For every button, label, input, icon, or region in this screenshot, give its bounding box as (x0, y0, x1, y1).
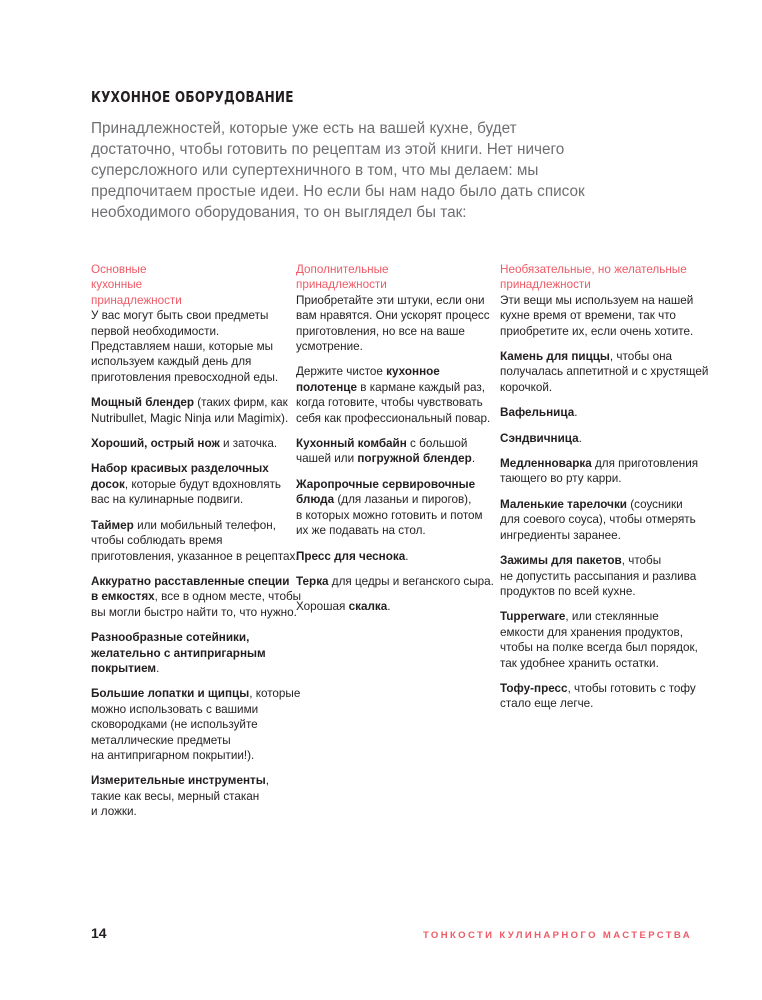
item-text: . (574, 406, 578, 420)
item-text: себя как профессиональный повар. (296, 411, 491, 425)
item-text: . (387, 600, 391, 614)
text-line (91, 733, 296, 748)
item-text: (для лазаньи и пирогов), (334, 493, 472, 507)
item-text: , или стеклянные (565, 610, 659, 624)
intro-paragraph (91, 118, 585, 223)
intro-line: достаточно, чтобы готовить по рецептам из этой книги. Нет ничего (91, 141, 565, 158)
item-text: чашей или (296, 452, 358, 466)
text-line (296, 508, 496, 523)
item-text: , чтобы готовить с тофу (567, 681, 696, 695)
text-line (500, 625, 710, 640)
text-line (91, 549, 299, 564)
column-heading (296, 262, 496, 293)
text-line (91, 324, 296, 339)
item-name: Измерительные инструменты (91, 774, 266, 788)
text-line (500, 431, 710, 446)
item-text: и заточка. (219, 437, 278, 451)
list-paragraph (500, 293, 710, 339)
item-text: Держите чистое (296, 365, 387, 379)
text-line (91, 661, 296, 676)
text-line (500, 293, 710, 308)
text-line (296, 411, 496, 426)
column-heading-line: принадлежности (91, 293, 182, 307)
list-item (500, 349, 710, 395)
item-name: скалка (348, 600, 388, 614)
item-text: для соевого соуса), чтобы отмерять (500, 513, 696, 527)
item-name: Большие лопатки и щипцы (91, 687, 250, 701)
text-line (91, 354, 296, 369)
item-name: Кухонный комбайн (296, 437, 407, 451)
list-item (500, 497, 710, 543)
column-heading (91, 262, 296, 308)
item-name: Пресс для чеснока (296, 549, 406, 563)
item-text: (таких фирм, как (194, 396, 288, 410)
text-line (296, 436, 496, 451)
item-name: Аккуратно расставленные специи (91, 574, 290, 588)
list-item (500, 681, 710, 712)
item-text: получалась аппетитной и с хрустящей (500, 365, 709, 379)
column-additional (296, 262, 496, 625)
item-text: приготовления, указанное в рецептах. (91, 549, 299, 563)
item-text: для цедры и веганского сыра. (328, 574, 494, 588)
text-line (500, 308, 710, 323)
item-name: Зажимы для пакетов (500, 554, 622, 568)
item-text: можно использовать с вашими (91, 702, 259, 716)
intro-line: предпочитаем простые идеи. Но если бы нам надо было дать список (91, 183, 585, 200)
item-name: в емкостях (91, 590, 155, 604)
list-item (296, 574, 496, 589)
text-line (91, 646, 296, 661)
item-name: погружной блендер (357, 452, 472, 466)
list-item (296, 549, 496, 564)
item-name: желательно с антипригарным (91, 646, 266, 660)
text-line (91, 477, 296, 492)
text-line (500, 656, 710, 671)
column-optional (500, 262, 710, 722)
item-name: Таймер (91, 518, 134, 532)
text-line (91, 370, 296, 385)
item-text: , (265, 774, 269, 788)
item-text: сковородками (не используйте (91, 718, 258, 732)
text-line (500, 456, 710, 471)
item-text: емкости для хранения продуктов, (500, 625, 683, 639)
text-line (500, 349, 710, 364)
text-line (296, 395, 496, 410)
item-text: чтобы соблюдать время (91, 534, 223, 548)
list-item (500, 553, 710, 599)
text-line (91, 461, 296, 476)
text-line (91, 789, 296, 804)
text-line (296, 599, 496, 614)
text-line (91, 804, 296, 819)
text-line (296, 324, 496, 339)
item-text: чтобы на полке всегда был порядок, (500, 641, 698, 655)
item-text: усмотрение. (296, 340, 363, 354)
item-text: . (471, 452, 476, 466)
item-text: кухне время от времени, так что (500, 309, 676, 323)
text-line (500, 584, 710, 599)
item-text: приобретите их, если очень хотите. (500, 324, 694, 338)
text-line (500, 696, 710, 711)
text-line (296, 380, 496, 395)
list-item (500, 405, 710, 420)
list-item (91, 518, 299, 564)
item-text: вас на кулинарные подвиги. (91, 493, 244, 507)
list-item (500, 456, 710, 487)
item-text: Nutribullet, Magic Ninja или Magimix). (91, 411, 289, 425)
text-line (91, 589, 302, 604)
item-name: Жаропрочные сервировочные (296, 477, 476, 491)
column-heading-line: Дополнительные (296, 263, 389, 276)
text-line (500, 324, 710, 339)
text-line (296, 364, 496, 379)
item-text: Хорошая (296, 600, 349, 614)
item-text: не допустить рассыпания и разлива (500, 569, 697, 583)
text-line (296, 574, 496, 589)
item-text: их же подавать на стол. (296, 524, 426, 538)
column-heading-line: Необязательные, но желательные (500, 263, 687, 276)
list-item (91, 574, 302, 620)
text-line (91, 411, 296, 426)
item-name: Маленькие тарелочки (500, 497, 627, 511)
text-line (296, 451, 496, 466)
list-item (296, 599, 496, 614)
item-text: и ложки. (91, 805, 137, 819)
text-line (91, 748, 296, 763)
item-text: на антипригарном покрытии!). (91, 748, 255, 762)
item-text: У вас могут быть свои предметы (91, 309, 269, 323)
text-line (91, 574, 296, 589)
list-item (500, 609, 710, 671)
column-heading-line: кухонные (91, 278, 143, 292)
intro-line: суперсложного или супертехничного в том, что мы делаем: мы (91, 162, 539, 179)
column-heading-line: принадлежности (296, 278, 387, 292)
text-line (91, 630, 296, 645)
text-line (500, 640, 710, 655)
item-text: ингредиенты заранее. (500, 528, 621, 542)
intro-line: необходимого оборудования, то он выглядел бы так: (91, 204, 467, 221)
text-line (91, 492, 296, 507)
item-text: Эти вещи мы используем на нашей (500, 293, 694, 307)
item-text: . (156, 661, 160, 675)
item-text: , чтобы (621, 554, 662, 568)
item-text: корочкой. (500, 380, 553, 394)
text-line (500, 569, 710, 584)
item-name: Мощный блендер (91, 396, 195, 410)
text-line (500, 512, 710, 527)
item-name: полотенце (296, 380, 357, 394)
text-line (500, 528, 710, 543)
text-line (296, 293, 496, 308)
item-name: Набор красивых разделочных (91, 462, 269, 476)
text-line (500, 553, 710, 568)
list-item (500, 431, 710, 446)
item-text: Приобретайте эти штуки, если они (296, 293, 485, 307)
list-item (296, 477, 496, 539)
item-name: Тофу-пресс (500, 681, 568, 695)
list-item (91, 436, 296, 451)
item-text: , которые (249, 687, 301, 701)
column-heading-line: принадлежности (500, 278, 591, 292)
text-line (296, 477, 496, 492)
item-text: , которые будут вдохновлять (124, 477, 282, 491)
item-text: , все в одном месте, чтобы (154, 590, 302, 604)
item-name: Медленноварка (500, 457, 592, 471)
item-text: приготовления, но все на ваше (296, 324, 465, 338)
text-line (91, 605, 296, 620)
item-text: продуктов по всей кухне. (500, 584, 636, 598)
item-text: . (405, 549, 409, 563)
text-line (500, 609, 710, 624)
list-paragraph (91, 308, 296, 385)
item-text: вам нравятся. Они ускорят процесс (296, 309, 490, 323)
column-essential (91, 262, 302, 830)
item-text: (соусники (626, 497, 683, 511)
list-item (91, 395, 296, 426)
item-name: Вафельница (500, 406, 575, 420)
item-name: Tupperware (500, 610, 566, 624)
item-name: досок (91, 477, 125, 491)
item-text: , чтобы она (609, 350, 673, 364)
item-text: в кармане каждый раз, (357, 380, 485, 394)
item-text: Представляем наши, которые мы (91, 340, 274, 354)
item-text: вы могли быстро найти то, что нужно. (91, 605, 297, 619)
item-text: в которых можно готовить и потом (296, 508, 483, 522)
text-line (500, 380, 710, 395)
page-number: 14 (91, 925, 107, 941)
item-text: используем каждый день для (91, 355, 252, 369)
running-title: ТОНКОСТИ КУЛИНАРНОГО МАСТЕРСТВА (422, 930, 692, 941)
item-text: такие как весы, мерный стакан (91, 789, 260, 803)
column-heading-line: Основные (91, 263, 147, 276)
text-line (91, 702, 296, 717)
text-line (296, 549, 496, 564)
text-line (500, 364, 710, 379)
text-line (296, 339, 496, 354)
item-text: первой необходимости. (91, 324, 220, 338)
page-title: КУХОННОЕ ОБОРУДОВАНИЕ (91, 88, 294, 106)
text-line (296, 492, 496, 507)
text-line (91, 518, 296, 533)
item-text: так удобнее хранить остатки. (500, 656, 659, 670)
text-line (500, 497, 710, 512)
list-item (91, 461, 296, 507)
text-line (91, 339, 296, 354)
item-name: покрытием (91, 661, 157, 675)
item-text: когда готовите, чтобы чувствовать (296, 396, 483, 410)
text-line (91, 395, 296, 410)
item-name: Хороший, острый нож (91, 437, 220, 451)
item-text: металлические предметы (91, 733, 231, 747)
item-name: Камень для пиццы (500, 350, 610, 364)
text-line (91, 436, 296, 451)
text-line (91, 533, 296, 548)
text-line (91, 686, 301, 701)
text-line (296, 523, 496, 538)
item-text: приготовления превосходной еды. (91, 370, 279, 384)
item-name: кухонное (386, 365, 440, 379)
list-paragraph (296, 293, 496, 355)
text-line (91, 308, 296, 323)
list-item (91, 630, 296, 676)
item-text: или мобильный телефон, (133, 518, 276, 532)
item-name: Терка (296, 574, 329, 588)
column-heading (500, 262, 710, 293)
item-name: блюда (296, 493, 335, 507)
list-item (296, 364, 496, 426)
list-item (91, 773, 296, 819)
item-name: Сэндвичница (500, 431, 579, 445)
intro-line: Принадлежностей, которые уже есть на вашей кухне, будет (91, 120, 517, 137)
item-text: с большой (406, 437, 468, 451)
item-text: для приготовления (591, 457, 699, 471)
text-line (500, 471, 710, 486)
text-line (500, 405, 710, 420)
text-line (91, 773, 296, 788)
item-text: стало еще легче. (500, 697, 594, 711)
text-line (91, 717, 296, 732)
item-name: Разнообразные сотейники, (91, 631, 250, 645)
list-item (91, 686, 301, 763)
text-line (296, 308, 496, 323)
list-item (296, 436, 496, 467)
item-text: тающего во рту карри. (500, 472, 622, 486)
text-line (500, 681, 710, 696)
item-text: . (578, 431, 582, 445)
